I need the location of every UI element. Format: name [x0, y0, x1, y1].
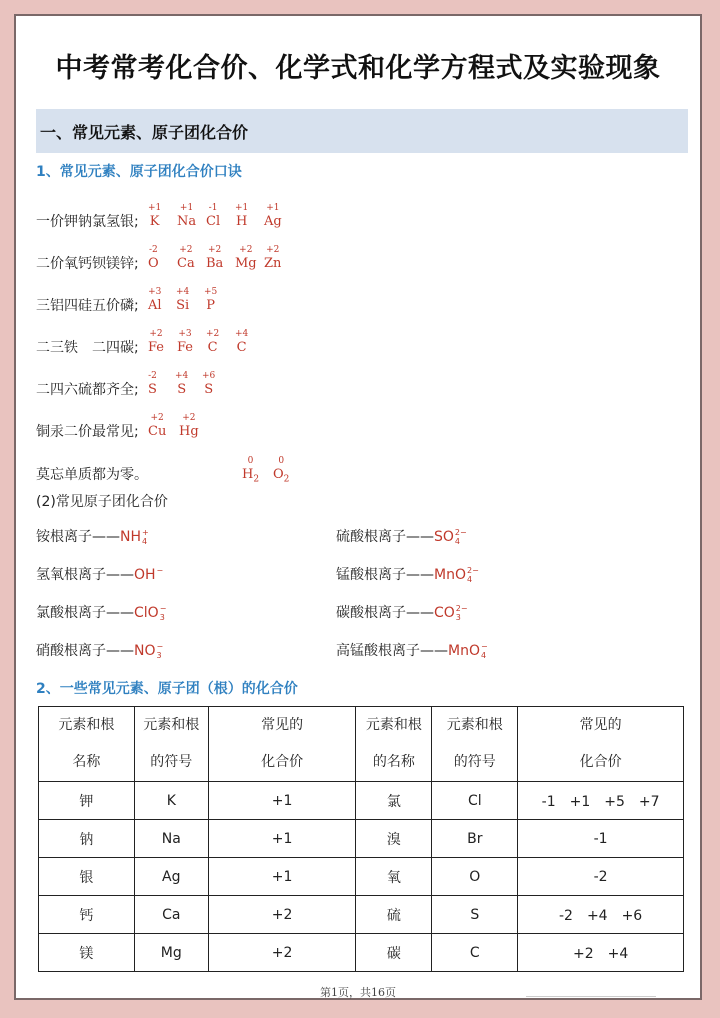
valence-value: +2: [206, 329, 220, 339]
element-valence: [148, 371, 157, 399]
element-valence: [206, 203, 220, 231]
table-cell: C: [432, 934, 518, 972]
radical-item: [336, 602, 468, 622]
element-valence: [176, 287, 189, 315]
radical-name: 高锰酸根离子——: [336, 643, 448, 659]
element-valence: [175, 371, 188, 399]
valence-value: 0: [278, 456, 285, 466]
element-symbol: Zn: [264, 256, 282, 271]
valence-value: +3: [178, 329, 192, 339]
radical-item: [36, 602, 166, 622]
valence-value: +4: [235, 329, 249, 339]
table-header-cell: 元素和根 的名称: [356, 707, 432, 782]
table-row: [39, 820, 684, 858]
element-symbol: S: [148, 382, 157, 397]
table-cell: 钠: [39, 820, 135, 858]
valence-value: +3: [148, 287, 162, 297]
element-symbol: Si: [176, 298, 190, 313]
radical-name: 氢氧根离子——: [36, 567, 134, 583]
table-cell: +1: [208, 858, 356, 896]
valence-value: +1: [235, 203, 249, 213]
radical-formula: ClO − 3: [134, 604, 167, 622]
valence-value: -2: [148, 371, 157, 381]
table-cell: Na: [134, 820, 208, 858]
table-cell: -2: [518, 858, 684, 896]
element-valence: [202, 371, 215, 399]
radical-item: [336, 526, 467, 546]
element-symbol: Ag: [264, 214, 282, 229]
radical-item: [36, 564, 163, 584]
table-row: [39, 934, 684, 972]
table-cell: 镁: [39, 934, 135, 972]
radical-name: 硝酸根离子——: [36, 643, 134, 659]
rhyme-row: [36, 283, 676, 319]
valence-value: +1: [266, 203, 280, 213]
radical-item: [336, 640, 488, 660]
page-title: 中考常考化合价、化学式和化学方程式及实验现象: [55, 53, 661, 84]
section-heading: 一、常见元素、原子团化合价: [40, 123, 249, 142]
element-valence: [148, 203, 161, 231]
table-row: [39, 896, 684, 934]
rhyme-text: 莫忘单质都为零。: [36, 467, 148, 483]
valence-value: +1: [179, 203, 194, 213]
radical-name: 碳酸根离子——: [336, 605, 434, 621]
element-valence: [264, 245, 281, 273]
radical-formula: OH −: [134, 566, 164, 583]
element-symbol: C: [236, 340, 247, 355]
element-valence: [206, 245, 223, 273]
table-cell: Ag: [134, 858, 208, 896]
valence-value: -1: [208, 203, 218, 213]
table-cell: Ca: [134, 896, 208, 934]
valence-value: +2: [179, 245, 193, 255]
subheading-rhyme: 1、常见元素、原子团化合价口诀: [36, 164, 242, 180]
valence-value: +2: [266, 245, 280, 255]
rhyme-text: 铜汞二价最常见;: [36, 424, 139, 440]
table-cell: O: [432, 858, 518, 896]
element-symbol: S: [204, 382, 214, 397]
table-header-cell: 常见的 化合价: [208, 707, 356, 782]
radical-formula: CO 2− 3: [434, 604, 468, 622]
table-cell: 硫: [356, 896, 432, 934]
element-symbol: Na: [177, 214, 197, 229]
table-header-cell: 元素和根 的符号: [134, 707, 208, 782]
table-cell: 碳: [356, 934, 432, 972]
element-symbol: P: [206, 298, 216, 313]
element-symbol: C: [207, 340, 218, 355]
element-symbol: Fe: [177, 340, 194, 355]
valence-value: +2: [182, 413, 196, 423]
valence-value: 0: [247, 456, 254, 466]
element-valence: [206, 329, 219, 357]
table-cell: K: [134, 782, 208, 820]
page-footer: 第1页，共16页: [320, 986, 396, 999]
rhyme-row: [36, 241, 676, 277]
radical-name: 硫酸根离子——: [336, 529, 434, 545]
element-symbol: $O_2$: [273, 467, 290, 485]
element-valence: [242, 456, 259, 489]
radical-item: [36, 526, 149, 546]
table-cell: -1 +1 +5 +7: [518, 782, 684, 820]
element-symbol: Hg: [179, 424, 199, 439]
valence-value: +2: [149, 329, 163, 339]
element-symbol: Ba: [206, 256, 224, 271]
element-symbol: Mg: [235, 256, 257, 271]
table-header-row: [39, 707, 684, 782]
subheading-radicals: (2)常见原子团化合价: [36, 494, 168, 510]
table-cell: 氯: [356, 782, 432, 820]
rhyme-text: 二四六硫都齐全;: [36, 382, 139, 398]
table-cell: 氧: [356, 858, 432, 896]
valence-value: -2: [148, 245, 158, 255]
radical-item: [36, 640, 163, 660]
valence-value: +2: [150, 413, 164, 423]
element-symbol: S: [177, 382, 187, 397]
table-header-cell: 元素和根 的符号: [432, 707, 518, 782]
element-valence: [264, 203, 282, 231]
element-valence: [148, 329, 164, 357]
valence-value: +6: [202, 371, 216, 381]
table-cell: 溴: [356, 820, 432, 858]
element-symbol: H: [235, 214, 248, 229]
valence-value: +5: [204, 287, 218, 297]
rhyme-text: 三铝四硅五价磷;: [36, 298, 139, 314]
table-cell: S: [432, 896, 518, 934]
element-valence: [148, 413, 166, 441]
rhyme-row: [36, 367, 676, 403]
valence-table: [38, 706, 684, 972]
radical-name: 锰酸根离子——: [336, 567, 434, 583]
radical-name: 氯酸根离子——: [36, 605, 134, 621]
element-symbol: Fe: [148, 340, 165, 355]
element-valence: [148, 287, 162, 315]
rhyme-row: [36, 199, 676, 235]
element-valence: [235, 329, 248, 357]
table-cell: +2: [208, 934, 356, 972]
rhyme-row: [36, 452, 676, 488]
table-cell: 钙: [39, 896, 135, 934]
footer-rule: [526, 996, 656, 997]
element-symbol: $H_2$: [242, 467, 260, 485]
table-cell: +2: [208, 896, 356, 934]
table-cell: Mg: [134, 934, 208, 972]
table-cell: Cl: [432, 782, 518, 820]
radical-formula: NO − 3: [134, 642, 164, 660]
table-cell: -1: [518, 820, 684, 858]
table-cell: 银: [39, 858, 135, 896]
element-valence: [235, 203, 248, 231]
element-valence: [179, 413, 199, 441]
element-valence: [235, 245, 257, 273]
valence-value: +1: [148, 203, 162, 213]
valence-value: +4: [175, 371, 189, 381]
element-valence: [177, 203, 196, 231]
table-row: [39, 782, 684, 820]
element-valence: [177, 329, 193, 357]
table-header-cell: 元素和根 名称: [39, 707, 135, 782]
element-symbol: Ca: [177, 256, 195, 271]
table-cell: 钾: [39, 782, 135, 820]
document-page: [14, 14, 702, 1000]
element-symbol: K: [149, 214, 160, 229]
element-symbol: Cl: [206, 214, 221, 229]
table-cell: +2 +4: [518, 934, 684, 972]
element-valence: [177, 245, 195, 273]
element-valence: [273, 456, 289, 489]
element-valence: [204, 287, 217, 315]
table-cell: +1: [208, 782, 356, 820]
rhyme-text: 一价钾钠氯氢银;: [36, 214, 139, 230]
element-symbol: Al: [148, 298, 162, 313]
rhyme-row: [36, 409, 676, 445]
element-symbol: Cu: [148, 424, 167, 439]
table-row: [39, 858, 684, 896]
table-cell: +1: [208, 820, 356, 858]
valence-value: +2: [239, 245, 253, 255]
radical-name: 铵根离子——: [36, 529, 120, 545]
valence-value: +4: [176, 287, 190, 297]
rhyme-row: [36, 325, 676, 361]
radical-formula: MnO − 4: [448, 642, 488, 660]
radical-formula: SO 2− 4: [434, 528, 467, 546]
radical-formula: NH + 4: [120, 528, 149, 546]
subheading-table: 2、一些常见元素、原子团（根）的化合价: [36, 681, 298, 697]
table-cell: -2 +4 +6: [518, 896, 684, 934]
element-symbol: O: [148, 256, 159, 271]
valence-value: +2: [208, 245, 222, 255]
radical-item: [336, 564, 479, 584]
table-header-cell: 常见的 化合价: [518, 707, 684, 782]
radical-formula: MnO 2− 4: [434, 566, 479, 584]
element-valence: [148, 245, 159, 273]
rhyme-text: 二三铁 二四碳;: [36, 340, 139, 356]
table-cell: Br: [432, 820, 518, 858]
rhyme-text: 二价氧钙钡镁锌;: [36, 256, 139, 272]
section-heading-band: [36, 109, 688, 153]
